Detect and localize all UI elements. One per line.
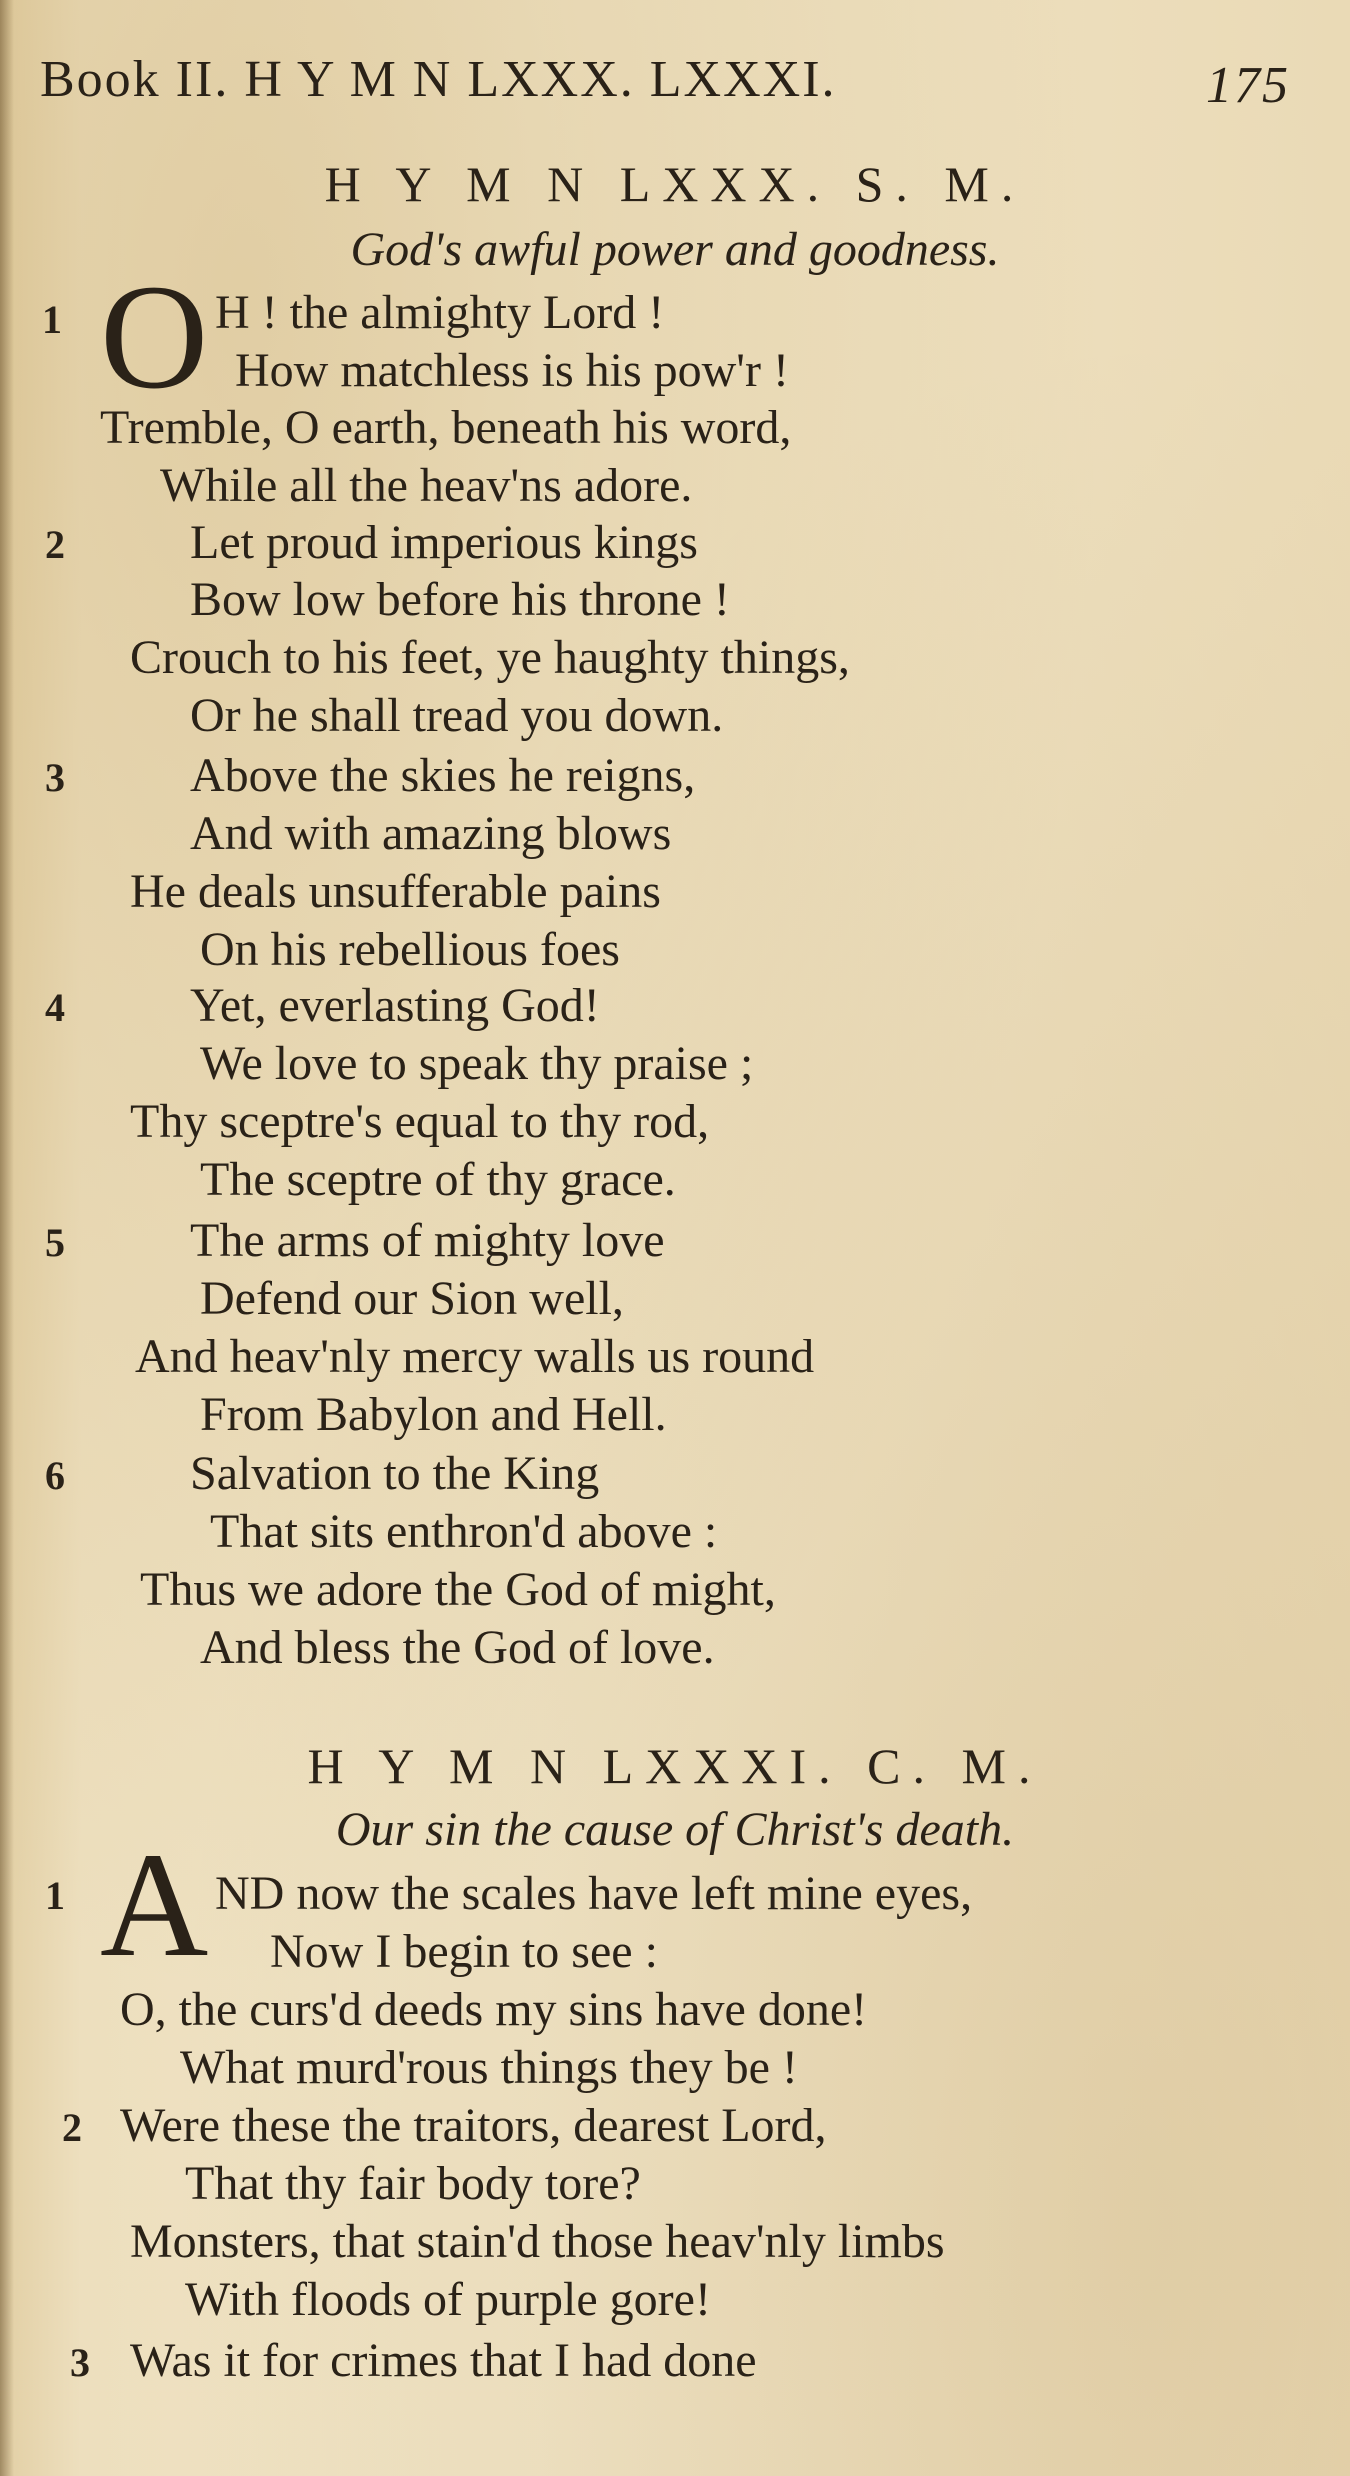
verse-line: Was it for crimes that I had done xyxy=(130,2334,757,2387)
verse-line: What murd'rous things they be ! xyxy=(180,2041,798,2094)
spine-shadow xyxy=(0,0,14,2476)
verse-line: Monsters, that stain'd those heav'nly limbs xyxy=(130,2215,945,2268)
hymn-81-subtitle: Our sin the cause of Christ's death. xyxy=(335,1803,1015,1856)
stanza-number: 2 xyxy=(45,522,65,567)
stanza-number: 3 xyxy=(70,2340,90,2385)
running-title: Book II. H Y M N LXXX. LXXXI. xyxy=(40,51,837,108)
stanza-number: 3 xyxy=(45,755,65,800)
running-header xyxy=(40,50,1290,120)
verse-line: Thus we adore the God of might, xyxy=(140,1563,776,1616)
verse-line: Crouch to his feet, ye haughty things, xyxy=(130,631,850,684)
verse-line: Tremble, O earth, beneath his word, xyxy=(100,401,792,454)
verse-line: From Babylon and Hell. xyxy=(200,1388,667,1441)
verse-line: Or he shall tread you down. xyxy=(190,689,724,742)
verse-line: With floods of purple gore! xyxy=(185,2273,711,2326)
verse-line: ND now the scales have left mine eyes, xyxy=(215,1867,973,1920)
verse-line: Yet, everlasting God! xyxy=(190,979,600,1032)
verse-line: Bow low before his throne ! xyxy=(190,573,730,626)
verse-line: How matchless is his pow'r ! xyxy=(235,344,789,397)
verse-line: That thy fair body tore? xyxy=(185,2157,641,2210)
hymn-80-subtitle: God's awful power and goodness. xyxy=(350,223,1000,276)
stanza-number: 5 xyxy=(45,1220,65,1265)
drop-cap: O xyxy=(100,254,209,420)
verse-line: Above the skies he reigns, xyxy=(190,749,696,802)
verse-line: On his rebellious foes xyxy=(200,923,620,976)
verse-line: He deals unsufferable pains xyxy=(130,865,661,918)
stanza-number: 6 xyxy=(45,1453,65,1498)
verse-line: Thy sceptre's equal to thy rod, xyxy=(130,1095,710,1148)
verse-line: And bless the God of love. xyxy=(200,1621,715,1674)
verse-line: Salvation to the King xyxy=(190,1447,600,1500)
verse-line: Let proud imperious kings xyxy=(190,516,698,569)
verse-line: H ! the almighty Lord ! xyxy=(215,286,665,339)
verse-line: Now I begin to see : xyxy=(270,1925,658,1978)
verse-line: We love to speak thy praise ; xyxy=(200,1037,754,1090)
hymn-80-title: H Y M N LXXX. S. M. xyxy=(324,156,1026,212)
drop-cap: A xyxy=(100,1822,209,1988)
page-number: 175 xyxy=(1206,57,1290,114)
stanza-number: 1 xyxy=(45,1873,65,1918)
stanza-number: 4 xyxy=(45,985,65,1030)
verse-line: That sits enthron'd above : xyxy=(210,1505,718,1558)
verse-line: And with amazing blows xyxy=(190,807,672,860)
verse-line: O, the curs'd deeds my sins have done! xyxy=(120,1983,868,2036)
verse-line: And heav'nly mercy walls us round xyxy=(135,1330,815,1383)
stanza-number: 2 xyxy=(62,2105,82,2150)
hymn-81-title: H Y M N LXXXI. C. M. xyxy=(307,1738,1043,1794)
verse-line: While all the heav'ns adore. xyxy=(160,459,693,512)
verse-line: Defend our Sion well, xyxy=(200,1272,624,1325)
verse-line: Were these the traitors, dearest Lord, xyxy=(120,2099,827,2152)
verse-line: The sceptre of thy grace. xyxy=(200,1153,676,1206)
stanza-number: 1 xyxy=(42,297,62,342)
verse-line: The arms of mighty love xyxy=(190,1214,665,1267)
